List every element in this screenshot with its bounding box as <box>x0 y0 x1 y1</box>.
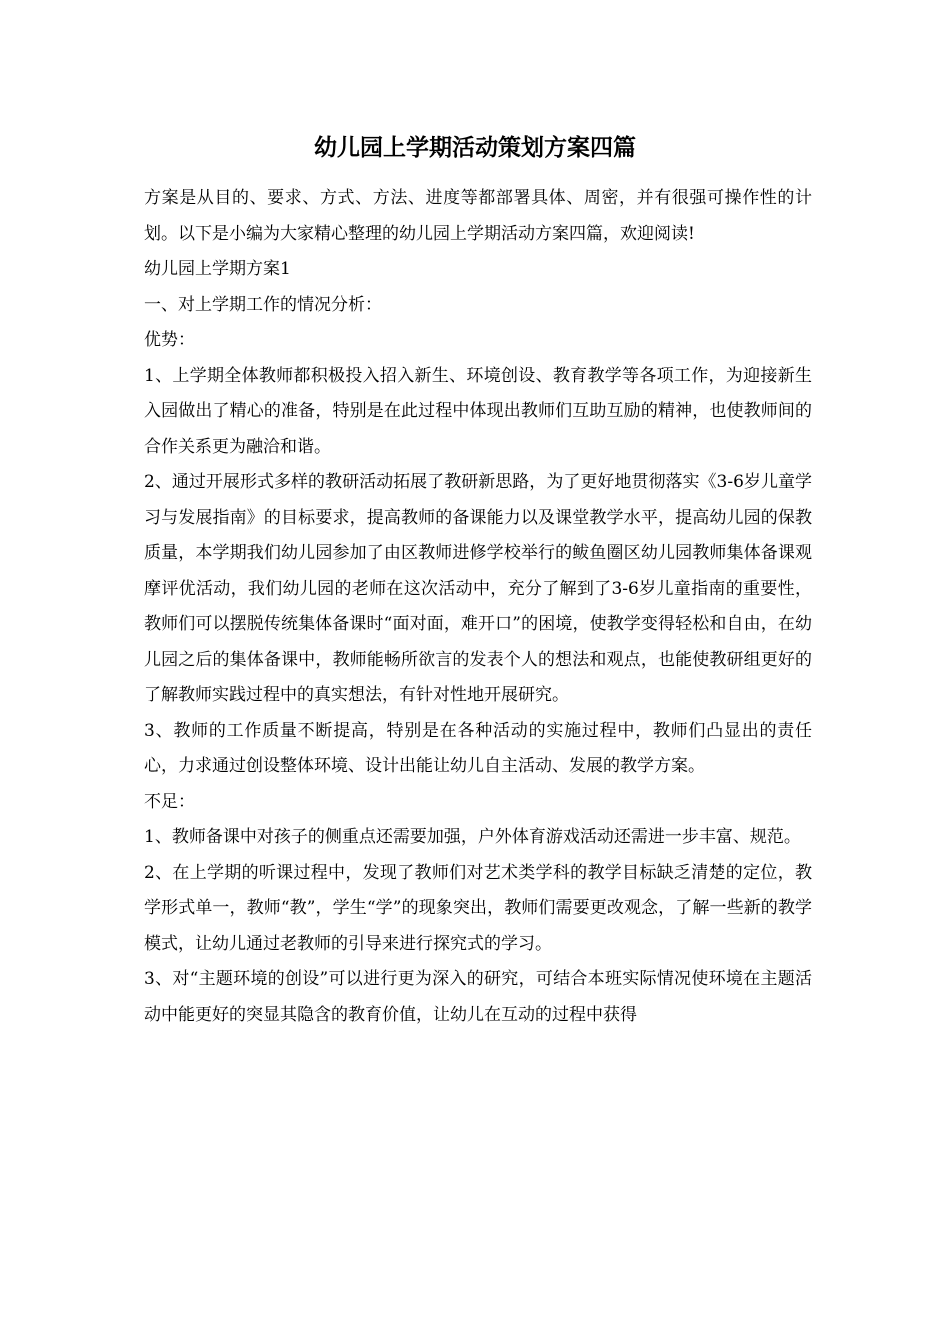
weakness-item-1: 1、教师备课中对孩子的侧重点还需要加强，户外体育游戏活动还需进一步丰富、规范。 <box>144 827 801 847</box>
section-heading-plan-1: 幼儿园上学期方案1 <box>144 259 291 279</box>
intro-paragraph: 方案是从目的、要求、方式、方法、进度等都部署具体、周密，并有很强可操作性的计划。以下是小编为大家精心整理的幼儿园上学期活动方案四篇，欢迎阅读! <box>144 188 812 244</box>
label-weaknesses: 不足： <box>144 791 195 812</box>
strength-item-1: 1、上学期全体教师都积极投入招入新生、环境创设、教育教学等各项工作，为迎接新生入园做出了精心的准备，特别是在此过程中体现出教师们互助互励的精神，也使教师间的合作关系更为融洽和谐。 <box>144 365 812 457</box>
document-body <box>144 181 812 1033</box>
weakness-item-3: 3、对“主题环境的创设”可以进行更为深入的研究，可结合本班实际情况使环境在主题活动中能更好的突显其隐含的教育价值，让幼儿在互动的过程中获得 <box>144 969 812 1025</box>
strength-item-2: 2、通过开展形式多样的教研活动拓展了教研新思路，为了更好地贯彻落实《3-6岁儿童学习与发展指南》的目标要求，提高教师的备课能力以及课堂教学水平，提高幼儿园的保教质量，本学期我们幼儿园参加了由区教师进修学校举行的鲅鱼圈区幼儿园教师集体备课观摩评优活动，我们幼儿园的老师在这次活动中，充分了解到了3-6岁儿童指南的重要性，教师们可以摆脱传统集体备课时“面对面，难开口”的困境，使教学变得轻松和自由，在幼儿园之后的集体备课中，教师能畅所欲言的发表个人的想法和观点，也能使教研组更好的了解教师实践过程中的真实想法，有针对性地开展研究。 <box>144 472 812 705</box>
subsection-heading-analysis: 一、对上学期工作的情况分析： <box>144 294 382 315</box>
strength-item-3: 3、教师的工作质量不断提高，特别是在各种活动的实施过程中，教师们凸显出的责任心，力求通过创设整体环境、设计出能让幼儿自主活动、发展的教学方案。 <box>144 720 812 776</box>
document-title: 幼儿园上学期活动策划方案四篇 <box>314 134 636 161</box>
label-strengths: 优势： <box>144 330 195 350</box>
weakness-item-2: 2、在上学期的听课过程中，发现了教师们对艺术类学科的教学目标缺乏清楚的定位，教学形式单一，教师“教”，学生“学”的现象突出，教师们需要更改观念，了解一些新的教学模式，让幼儿通过老教师的引导来进行探究式的学习。 <box>144 862 812 954</box>
